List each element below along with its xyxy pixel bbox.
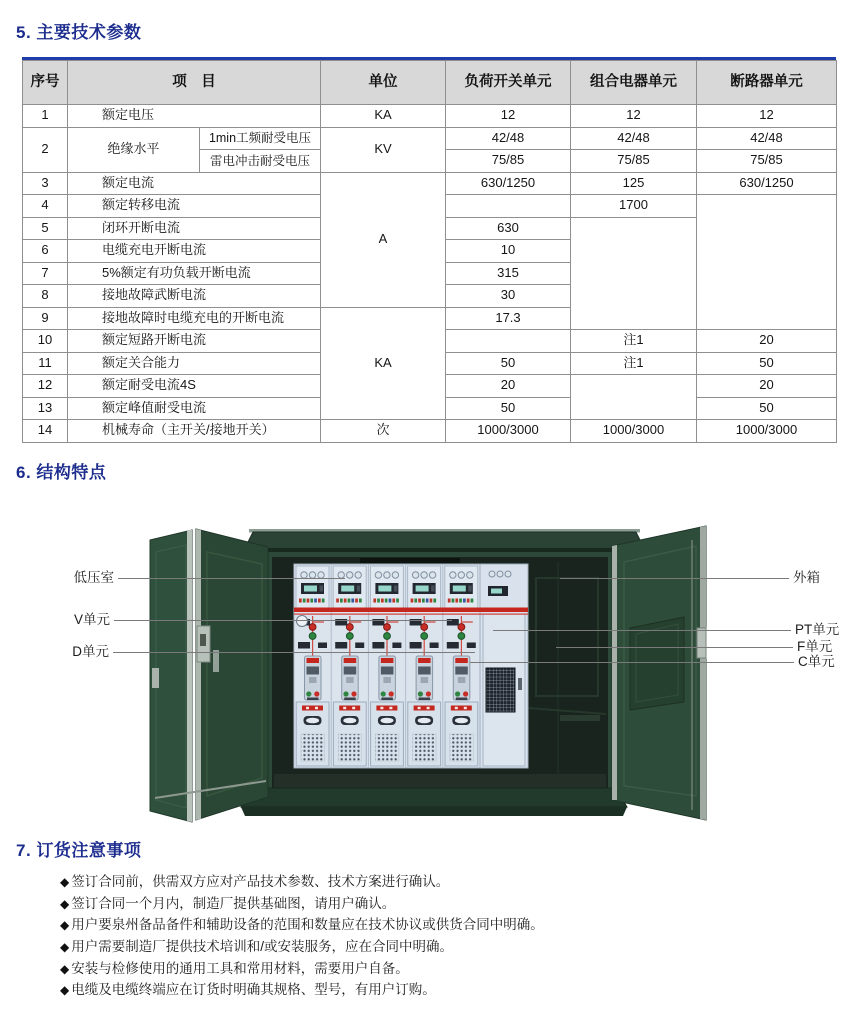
callout-label: V单元 xyxy=(73,612,110,627)
diamond-bullet-icon: ◆ xyxy=(60,961,70,976)
table-cell: 9 xyxy=(23,307,68,330)
table-cell: 50 xyxy=(446,397,571,420)
table-cell: 315 xyxy=(446,262,571,285)
table-cell: 额定转移电流 xyxy=(68,195,321,218)
parameters-table-wrap xyxy=(22,57,836,443)
table-cell: 20 xyxy=(697,330,837,353)
table-cell: 额定短路开断电流 xyxy=(68,330,321,353)
ordering-note-item xyxy=(60,936,820,958)
table-cell: 机械寿命（主开关/接地开关） xyxy=(68,420,321,443)
table-cell: 13 xyxy=(23,397,68,420)
diamond-bullet-icon: ◆ xyxy=(60,875,70,889)
table-cell: 3 xyxy=(23,172,68,195)
callout-label: C单元 xyxy=(798,654,835,669)
table-cell: 12 xyxy=(23,375,68,398)
table-cell: 额定峰值耐受电流 xyxy=(68,397,321,420)
table-cell: 10 xyxy=(446,240,571,263)
callout-label: 低压室 xyxy=(73,570,114,585)
ordering-note-text: 签订合同一个月内，制造厂提供基础图，请用户确认。 xyxy=(71,895,396,911)
column-header: 项 目 xyxy=(68,61,321,105)
table-cell: 20 xyxy=(446,375,571,398)
table-cell: KV xyxy=(321,127,446,172)
leader-line xyxy=(113,652,475,653)
table-cell: 1000/3000 xyxy=(697,420,837,443)
table-cell: 5 xyxy=(23,217,68,240)
table-header-row xyxy=(23,61,837,105)
table-cell: 接地故障武断电流 xyxy=(68,285,321,308)
table-cell: 12 xyxy=(697,105,837,128)
table-cell: 75/85 xyxy=(697,150,837,173)
table-cell: 10 xyxy=(23,330,68,353)
ordering-note-text: 用户需要制造厂提供技术培训和/或安装服务，应在合同中明确。 xyxy=(71,939,453,955)
table-cell: 注1 xyxy=(571,352,697,375)
table-cell: 42/48 xyxy=(571,127,697,150)
table-cell: 630/1250 xyxy=(697,172,837,195)
table-cell: 30 xyxy=(446,285,571,308)
table-cell: 绝缘水平 xyxy=(68,127,200,172)
callout-label: F单元 xyxy=(797,639,833,654)
table-row xyxy=(23,127,837,150)
table-cell: 75/85 xyxy=(446,150,571,173)
diamond-bullet-icon: ◆ xyxy=(60,983,70,998)
table-cell: 630/1250 xyxy=(446,172,571,195)
table-head xyxy=(23,61,837,105)
table-cell: 14 xyxy=(23,420,68,443)
table-cell: 额定电压 xyxy=(68,105,321,128)
ordering-notes-list xyxy=(60,871,820,1001)
table-row xyxy=(23,172,837,195)
diamond-bullet-icon: ◆ xyxy=(60,940,70,955)
table-cell: 1000/3000 xyxy=(446,420,571,443)
table-cell: 额定关合能力 xyxy=(68,352,321,375)
table-cell xyxy=(446,195,571,218)
callout-label: D单元 xyxy=(72,644,109,659)
leader-line xyxy=(470,662,794,663)
table-cell: 额定电流 xyxy=(68,172,321,195)
table-cell: 630 xyxy=(446,217,571,240)
table-cell: 6 xyxy=(23,240,68,263)
column-header: 序号 xyxy=(23,61,68,105)
table-row xyxy=(23,105,837,128)
table-cell: 1 xyxy=(23,105,68,128)
table-cell: KA xyxy=(321,105,446,128)
table-cell: 50 xyxy=(446,352,571,375)
table-cell: 1700 xyxy=(571,195,697,218)
section5-heading: 5. 主要技术参数 xyxy=(16,23,142,42)
table-cell xyxy=(446,330,571,353)
ordering-note-item xyxy=(60,914,820,936)
column-header: 组合电器单元 xyxy=(571,61,697,105)
table-cell xyxy=(571,217,697,330)
ordering-note-item xyxy=(60,958,820,980)
table-cell: 1min工频耐受电压 xyxy=(200,127,321,150)
section6-heading: 6. 结构特点 xyxy=(16,463,107,482)
table-cell: 42/48 xyxy=(697,127,837,150)
table-cell: 8 xyxy=(23,285,68,308)
section7-heading: 7. 订货注意事项 xyxy=(16,841,142,860)
table-cell: 次 xyxy=(321,420,446,443)
table-cell xyxy=(697,195,837,330)
table-cell: 17.3 xyxy=(446,307,571,330)
table-cell: 75/85 xyxy=(571,150,697,173)
diamond-bullet-icon: ◆ xyxy=(60,896,70,911)
table-cell xyxy=(571,375,697,420)
column-header: 单位 xyxy=(321,61,446,105)
table-cell: 电缆充电开断电流 xyxy=(68,240,321,263)
column-header: 断路器单元 xyxy=(697,61,837,105)
table-cell: 雷电冲击耐受电压 xyxy=(200,150,321,173)
table-cell: 注1 xyxy=(571,330,697,353)
figure-annotations xyxy=(0,500,858,840)
table-cell: 20 xyxy=(697,375,837,398)
leader-line xyxy=(556,647,793,648)
diamond-bullet-icon: ◆ xyxy=(60,918,70,933)
table-cell: 12 xyxy=(571,105,697,128)
parameters-table xyxy=(22,60,837,443)
leader-line xyxy=(560,578,789,579)
table-cell: A xyxy=(321,172,446,307)
leader-line xyxy=(493,630,791,631)
ordering-note-item xyxy=(60,893,820,915)
table-cell: 额定耐受电流4S xyxy=(68,375,321,398)
table-cell: KA xyxy=(321,307,446,420)
table-cell: 接地故障时电缆充电的开断电流 xyxy=(68,307,321,330)
table-cell: 2 xyxy=(23,127,68,172)
table-cell: 4 xyxy=(23,195,68,218)
leader-line xyxy=(118,578,345,579)
table-row xyxy=(23,420,837,443)
table-body xyxy=(23,105,837,443)
table-cell: 42/48 xyxy=(446,127,571,150)
leader-line xyxy=(114,620,452,621)
table-cell: 50 xyxy=(697,352,837,375)
column-header: 负荷开关单元 xyxy=(446,61,571,105)
table-cell: 5%额定有功负载开断电流 xyxy=(68,262,321,285)
table-cell: 1000/3000 xyxy=(571,420,697,443)
ordering-note-item xyxy=(60,979,820,1001)
ordering-note-text: 用户要泉州备品备件和辅助设备的范围和数量应在技术协议或供货合同中明确。 xyxy=(71,917,544,933)
ordering-note-text: 安装与检修使用的通用工具和常用材料，需要用户自备。 xyxy=(71,960,409,976)
ordering-note-item xyxy=(60,871,820,893)
ordering-note-text: 签订合同前，供需双方应对产品技术参数、技术方案进行确认。 xyxy=(71,874,450,889)
table-cell: 12 xyxy=(446,105,571,128)
ordering-note-text: 电缆及电缆终端应在订货时明确其规格、型号，有用户订购。 xyxy=(71,982,436,998)
table-cell: 7 xyxy=(23,262,68,285)
table-cell: 闭环开断电流 xyxy=(68,217,321,240)
table-cell: 11 xyxy=(23,352,68,375)
callout-label: 外箱 xyxy=(793,570,820,585)
callout-label: PT单元 xyxy=(795,622,840,637)
table-cell: 50 xyxy=(697,397,837,420)
table-cell: 125 xyxy=(571,172,697,195)
